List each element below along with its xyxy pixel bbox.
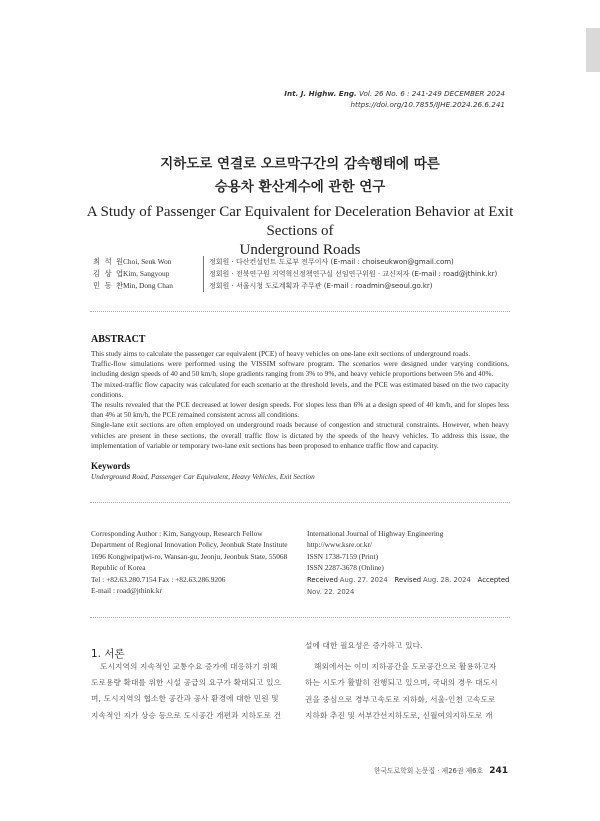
author-divider [203,280,204,292]
author-affiliation: 정회원 · 서울시청 도로계획과 주무관 (E-mail : roadmin@seoul.go.kr) [209,282,433,290]
author-affiliation: 정회원 · 다산컨설턴트 도로부 전무이사 (E-mail : choiseukwon@gmail.com) [209,258,454,266]
divider-middle [90,502,510,503]
author-name-korean: 민 동 찬 [93,281,125,290]
divider-top [90,311,510,312]
title-korean-line2: 승용차 환산계수에 관한 연구 [214,179,386,195]
author-name-english: Min, Dong Chan [123,281,173,290]
accepted-date: Nov. 22. 2024 [307,588,355,597]
title-english [60,203,540,260]
corresponding-line: E-mail : road@jthink.kr [91,586,163,596]
journal-header [284,88,505,110]
body-column-right [305,638,509,724]
revised-date: Aug. 28. 2024 [422,575,471,584]
journal-doi: https://doi.org/10.7855/IJHE.2024.26.6.241 [350,100,505,109]
author-affiliation: 정회원 · 전북연구원 지역혁신정책연구실 선임연구위원 · 교신저자 (E-mail : road@jthink.kr) [209,270,498,278]
author-name-korean: 최 석 원 [93,257,125,266]
body-line: 권을 중심으로 경부고속도로 지하화, 서울-인천 고속도로 [305,694,496,704]
received-label: Received [307,575,338,584]
dates-line [307,574,517,599]
page-number: 241 [489,766,508,776]
corresponding-line: Department of Regional Innovation Policy, Jeonbuk State Institute [91,540,288,550]
body-line: 며, 도시지역의 협소한 공간과 공사 환경에 대한 민원 및 [91,694,279,704]
author-name-english: Kim, Sangyoup [123,269,170,278]
title-english-line2: Underground Roads [239,242,361,258]
corresponding-line: Corresponding Author : Kim, Sangyoup, Research Fellow [91,529,263,538]
body-line: 하는 시도가 활발히 진행되고 있으며, 국내의 경우 대도시 [305,678,498,688]
journal-name: Int. J. Highw. Eng. [284,89,357,98]
abstract-paragraph: Traffic-flow simulations were performed using the VISSIM software program. The scenarios were designed under varying conditions, including design speeds of 40 and 50 km/h, slope gradients ranging from 3% to 9%, and heavy vehicle proportions between 5% and 40%. [91,359,509,379]
body-line: 도로용량 확대를 위한 시설 공급의 요구가 확대되고 있으 [91,678,282,688]
corresponding-line: 1696 Kongjwipatjwi-ro, Wansan-gu, Jeonju, Jeonbuk State, 55068 [91,551,288,561]
body-line: 해외에서는 이미 지하공간을 도로공간으로 활용하고자 [314,662,497,672]
journal-info-line: International Journal of Highway Engineering [307,529,444,538]
abstract-paragraph: Single-lane exit sections are often employed on underground roads because of congestion and structural constraints. However, when heavy vehicles are present in these sections, the overall traffic flow is dictated by the speeds of the heavy vehicles. To address this issue, the implementation of variable or temporary two-lane exit sections has been proposed to enhance traffic flow and capacity. [91,420,509,450]
abstract-paragraph: This study aims to calculate the passenger car equivalent (PCE) of heavy vehicles on one-lane exit sections of underground roads. [91,349,471,358]
journal-info-line: ISSN 1738-7159 (Print) [307,551,379,561]
abstract-paragraph: The mixed-traffic flow capacity was calculated for each scenario at the threshold levels, and the PCE was estimated based on the two capacity conditions. [91,379,509,399]
accepted-label: Accepted [477,575,510,584]
keywords-heading: Keywords [91,461,130,471]
author-divider [203,268,204,280]
keywords-text: Underground Road, Passenger Car Equivalent, Heavy Vehicles, Exit Section [91,472,315,481]
abstract-heading: ABSTRACT [91,334,146,345]
side-tab-marker [586,28,600,72]
journal-info-line: ISSN 2287-3678 (Online) [307,563,384,573]
corresponding-line: Tel : +82.63.280.7154 Fax : +82.63.286.9206 [91,574,226,584]
author-name-korean: 김 상 엽 [93,269,125,278]
divider-bottom [90,617,510,618]
revised-label: Revised [394,575,422,584]
title-korean-line1: 지하도로 연결로 오르막구간의 감속행태에 따른 [160,156,440,172]
body-column-left [91,659,295,724]
author-divider [203,256,204,268]
page-footer [374,765,508,776]
journal-meta: Vol. 26 No. 6 : 241-249 DECEMBER 2024 [359,89,505,98]
corresponding-author-block [91,528,301,596]
body-line: 지속적인 지가 상승 등으로 도시공간 개편과 지하도로 건 [91,710,282,720]
body-line: 지하화 추진 및 서부간선지하도로, 신월여의지하도로 개 [305,710,493,720]
abstract-paragraph: The results revealed that the PCE decreased at lower design speeds. For slopes less than 6% at a design speed of 40 km/h, and for slopes less than 4% at 50 km/h, the PCE remained consistent across all conditions. [91,400,509,420]
abstract-body [91,349,509,451]
corresponding-line: Republic of Korea [91,563,146,573]
journal-info-block [307,528,517,598]
footer-journal-text: 한국도로학회 논문집 · 제26권 제6호 [373,767,484,775]
body-line: 설에 대한 필요성은 증가하고 있다. [305,641,423,650]
section-heading: 1. 서론 [91,648,125,660]
author-name-english: Choi, Seuk Won [123,257,172,266]
title-english-line1: A Study of Passenger Car Equivalent for Deceleration Behavior at Exit Sections of [86,204,514,239]
received-date: Aug. 27. 2024 [339,575,388,584]
journal-info-line: http://www.ksre.or.kr/ [307,540,373,550]
body-line: 도시지역의 지속적인 교통수요 증가에 대응하기 위해 [100,662,278,671]
